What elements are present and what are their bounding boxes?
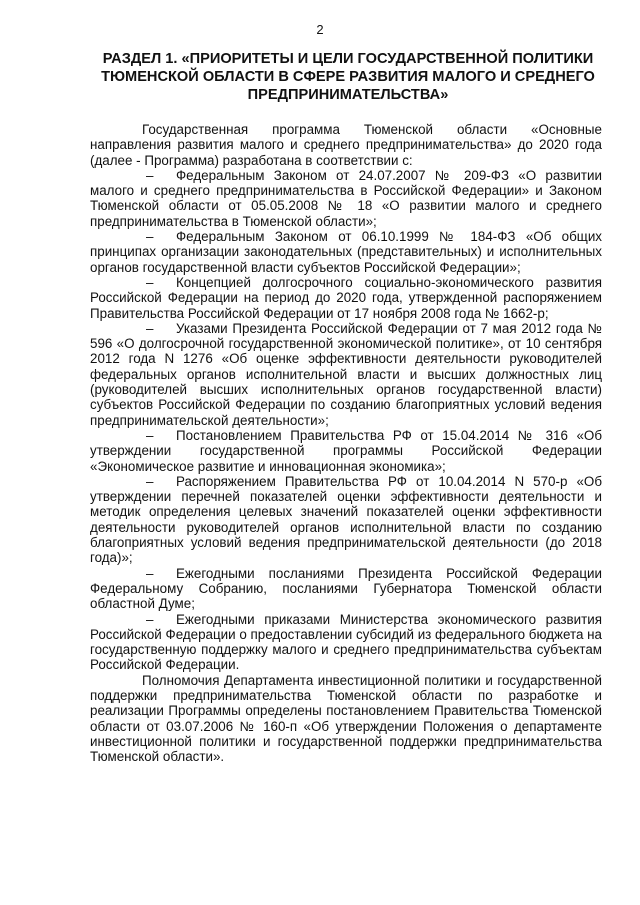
intro-paragraph: Государственная программа Тюменской области «Основные направления развития малого и среднего предпринимательства» до 2020 года (далее - Программа) разработана в соответствии с: xyxy=(90,122,602,168)
list-item-text: Указами Президента Российской Федерации от 7 мая 2012 года № 596 «О долгосрочной государственной экономической политике», от 10 сентября 2012 года N 1276 «Об оценке эффективности деятельности руководителей федеральных органов исполнительной власти и высших должностных лиц (руководителей высших исполнительных органов государственной власти) субъектов Российской Федерации по созданию благоприятных условий ведения предпринимательской деятельности»; xyxy=(90,320,602,428)
list-item xyxy=(90,321,602,428)
list-item-text: Ежегодными приказами Министерства экономического развития Российской Федерации о предоставлении субсидий из федерального бюджета на государственную поддержку малого и среднего предпринимательства субъектам Российской Федерации. xyxy=(90,611,602,673)
dash-marker: – xyxy=(146,229,154,245)
dash-marker: – xyxy=(146,274,154,290)
dash-marker: – xyxy=(146,473,154,489)
list-item-text: Федеральным Законом от 24.07.2007 № 209-ФЗ «О развитии малого и среднего предпринимательства в Российской Федерации» и Законом Тюменской области от 05.05.2008 № 18 «О развитии малого и среднего предпринимательства в Тюменской области»; xyxy=(90,167,602,229)
list-item-text: Постановлением Правительства РФ от 15.04.2014 № 316 «Об утверждении государственной программы Российской Федерации «Экономическое развитие и инновационная экономика»; xyxy=(90,427,602,474)
list-item xyxy=(90,275,602,321)
page-number: 2 xyxy=(316,22,324,37)
list-item-text: Распоряжением Правительства РФ от 10.04.2014 N 570-р «Об утверждении перечней показателей оценки эффективности деятельности и методик определения целевых значений показателей оценки эффективности деятельности руководителей органов исполнительной власти по созданию благоприятных условий ведения предпринимательской деятельности (до 2018 года)»; xyxy=(90,473,602,566)
list-item xyxy=(90,229,602,275)
closing-paragraph: Полномочия Департамента инвестиционной политики и государственной поддержки предпринимательства Тюменской области по разработке и реализации Программы определены постановлением Правительства Тюменской области от 03.07.2006 № 160-п «Об утверждении Положения о департаменте инвестиционной политики и государственной поддержки предпринимательства Тюменской области». xyxy=(90,672,602,765)
dash-marker: – xyxy=(146,167,154,183)
dash-marker: – xyxy=(146,611,154,627)
list-item-text: Концепцией долгосрочного социально-экономического развития Российской Федерации на период до 2020 года, утвержденной распоряжением Правительства Российской Федерации от 17 ноября 2008 года № 1662-р; xyxy=(90,274,602,321)
dash-marker: – xyxy=(146,565,154,581)
list-item xyxy=(90,428,602,474)
document-body xyxy=(90,122,602,764)
list-item xyxy=(90,474,602,566)
list-item-text: Ежегодными посланиями Президента Российской Федерации Федеральному Собранию, посланиями Губернатора Тюменской области областной Думе; xyxy=(90,565,602,612)
dash-marker: – xyxy=(146,320,154,336)
list-item-text: Федеральным Законом от 06.10.1999 № 184-ФЗ «Об общих принципах организации законодательных (представительных) и исполнительных органов государственной власти субъектов Российской Федерации»; xyxy=(90,229,602,275)
list-item xyxy=(90,168,602,229)
dash-marker: – xyxy=(146,427,154,443)
list-item xyxy=(90,612,602,673)
list-item xyxy=(90,566,602,612)
section-heading: РАЗДЕЛ 1. «ПРИОРИТЕТЫ И ЦЕЛИ ГОСУДАРСТВЕННОЙ ПОЛИТИКИ ТЮМЕНСКОЙ ОБЛАСТИ В СФЕРЕ РАЗВИТИЯ МАЛОГО И СРЕДНЕГО ПРЕДПРИНИМАТЕЛЬСТВА» xyxy=(101,51,595,103)
